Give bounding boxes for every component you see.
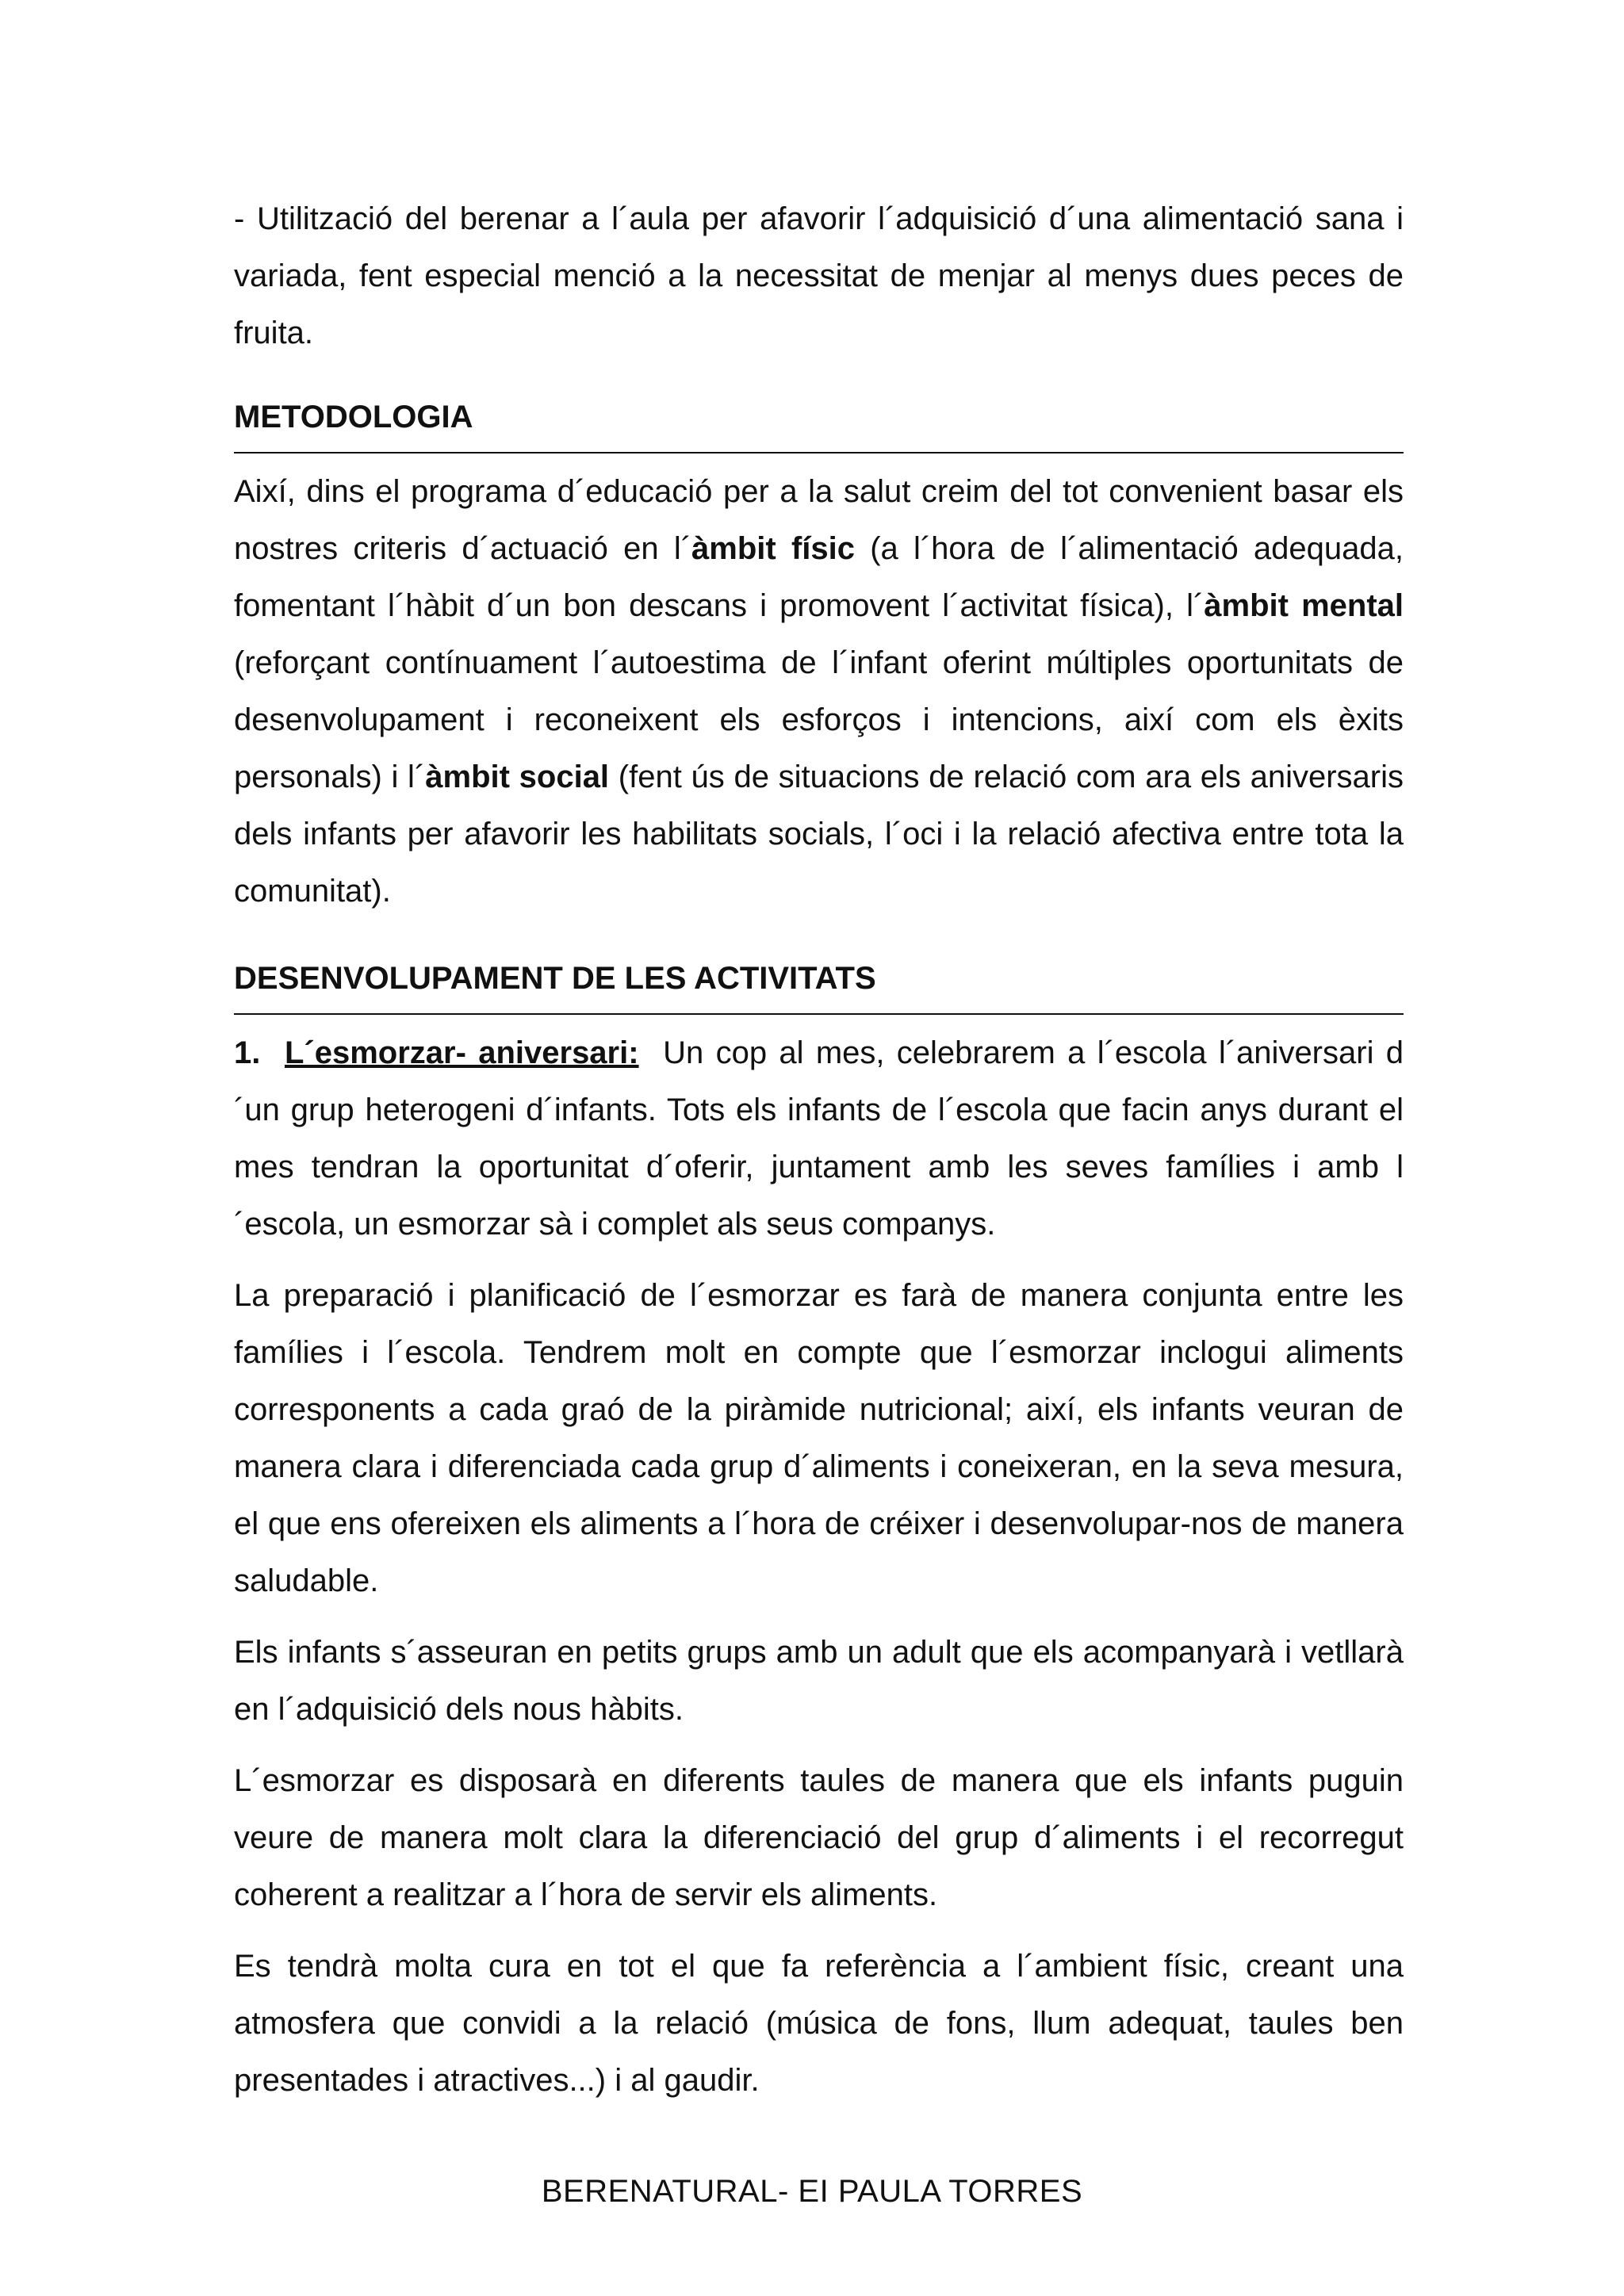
activity-item-1 xyxy=(234,1024,1404,1253)
activity-item-number: 1. xyxy=(234,1035,261,1070)
metodologia-text-3: (reforçant contínuament l´autoestima de l´infant oferint múltiples oportunitats de desenvolupament i reconeixent els esforços i intencions, així com els èxits personals) i l´ xyxy=(234,645,1404,794)
body-paragraph: Es tendrà molta cura en tot el que fa referència a l´ambient físic, creant una atmosfera que convidi a la relació (música de fons, llum adequat, taules ben presentades i atractives...) i al gaudir. xyxy=(234,1949,1404,2098)
body-paragraph: Els infants s´asseuran en petits grups amb un adult que els acompanyarà i vetllarà en l´adquisició dels nous hàbits. xyxy=(234,1635,1404,1727)
metodologia-text-4: (fent ús de situacions de relació com ara els aniversaris dels infants per afavorir les habilitats socials, l´oci i la relació afectiva entre tota la comunitat). xyxy=(234,760,1404,909)
body-paragraph: L´esmorzar es disposarà en diferents taules de manera que els infants puguin veure de manera molt clara la diferenciació del grup d´aliments i el recorregut coherent a realitzar a l´hora de servir els aliments. xyxy=(234,1763,1404,1912)
section-heading-metodologia: METODOLOGIA xyxy=(234,388,1404,453)
page-footer: BERENATURAL- EI PAULA TORRES xyxy=(541,2174,1083,2209)
ambit-social-term: àmbit social xyxy=(425,760,610,794)
intro-paragraph: - Utilització del berenar a l´aula per afavorir l´adquisició d´una alimentació sana i variada, fent especial menció a la necessitat de menjar al menys dues peces de fruita. xyxy=(234,201,1404,350)
activity-item-title: L´esmorzar- aniversari: xyxy=(284,1035,639,1070)
body-paragraph: La preparació i planificació de l´esmorzar es farà de manera conjunta entre les famílies i l´escola. Tendrem molt en compte que l´esmorzar inclogui aliments corresponents a cada graó de la piràmide nutricional; així, els infants veuran de manera clara i diferenciada cada grup d´aliments i coneixeran, en la seva mesura, el que ens ofereixen els aliments a l´hora de créixer i desenvolupar-nos de manera saludable. xyxy=(234,1278,1404,1598)
metodologia-text-2: (a l´hora de l´alimentació adequada, fomentant l´hàbit d´un bon descans i promovent l´activitat física), l´ xyxy=(234,531,1404,623)
ambit-mental-term: àmbit mental xyxy=(1204,588,1404,623)
ambit-fisic-term: àmbit físic xyxy=(691,531,855,566)
document-page xyxy=(234,190,1404,2109)
metodologia-text-1: Així, dins el programa d´educació per a la salut creim del tot convenient basar els nostres criteris d´actuació en l´ xyxy=(234,474,1404,566)
activity-item-text: Un cop al mes, celebrarem a l´escola l´aniversari d´un grup heterogeni d´infants. Tots els infants de l´escola que facin anys durant el mes tendran la oportunitat d´oferir, juntament amb les seves famílies i amb l´escola, un esmorzar sà i complet als seus companys. xyxy=(234,1035,1404,1242)
metodologia-paragraph xyxy=(234,463,1404,920)
section-heading-desenvolupament: DESENVOLUPAMENT DE LES ACTIVITATS xyxy=(234,950,1404,1015)
